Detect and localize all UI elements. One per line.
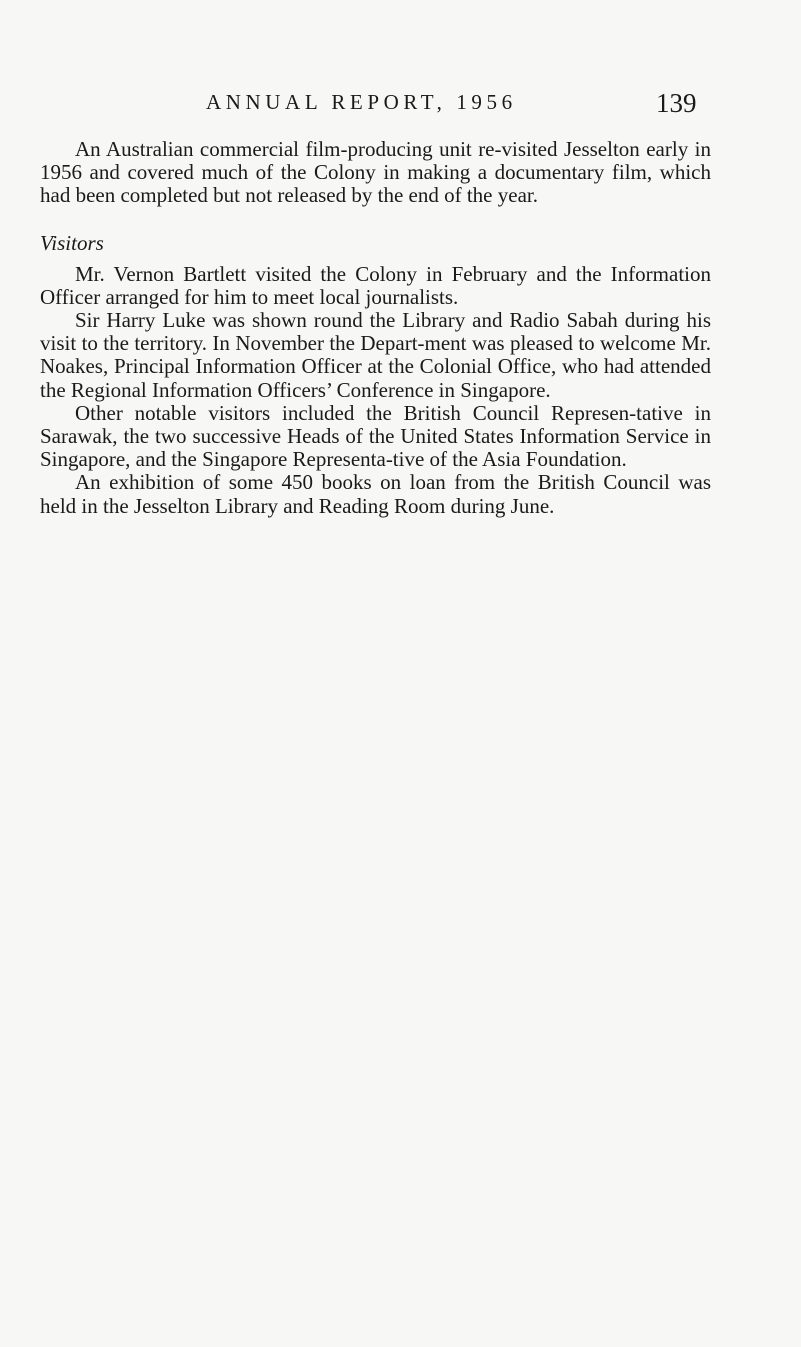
running-header-title: ANNUAL REPORT, 1956	[206, 90, 517, 114]
paragraph: Other notable visitors included the British Council Represen-tative in Sarawak, the two successive Heads of the United States Information Service in Singapore, and the Singapore Representa-tive of the Asia Foundation.	[40, 400, 711, 472]
intro-paragraph: An Australian commercial film-producing unit re-visited Jesselton early in 1956 and covered much of the Colony in making a documentary film, which had been completed but not released by the end of the year.	[40, 137, 711, 208]
paragraph: Mr. Vernon Bartlett visited the Colony in February and the Information Officer arranged for him to meet local journalists.	[40, 261, 711, 309]
paragraph: An exhibition of some 450 books on loan from the British Council was held in the Jesselton Library and Reading Room during June.	[40, 470, 711, 518]
body-text	[40, 138, 711, 518]
page-number: 139	[656, 88, 697, 118]
paragraph: Sir Harry Luke was shown round the Library and Radio Sabah during his visit to the territory. In November the Depart-ment was pleased to welcome Mr. Noakes, Principal Information Officer at the Colonial Office, who had attended the Regional Information Officers’ Conference in Singapore.	[40, 308, 711, 402]
section-heading: Visitors	[40, 230, 104, 255]
